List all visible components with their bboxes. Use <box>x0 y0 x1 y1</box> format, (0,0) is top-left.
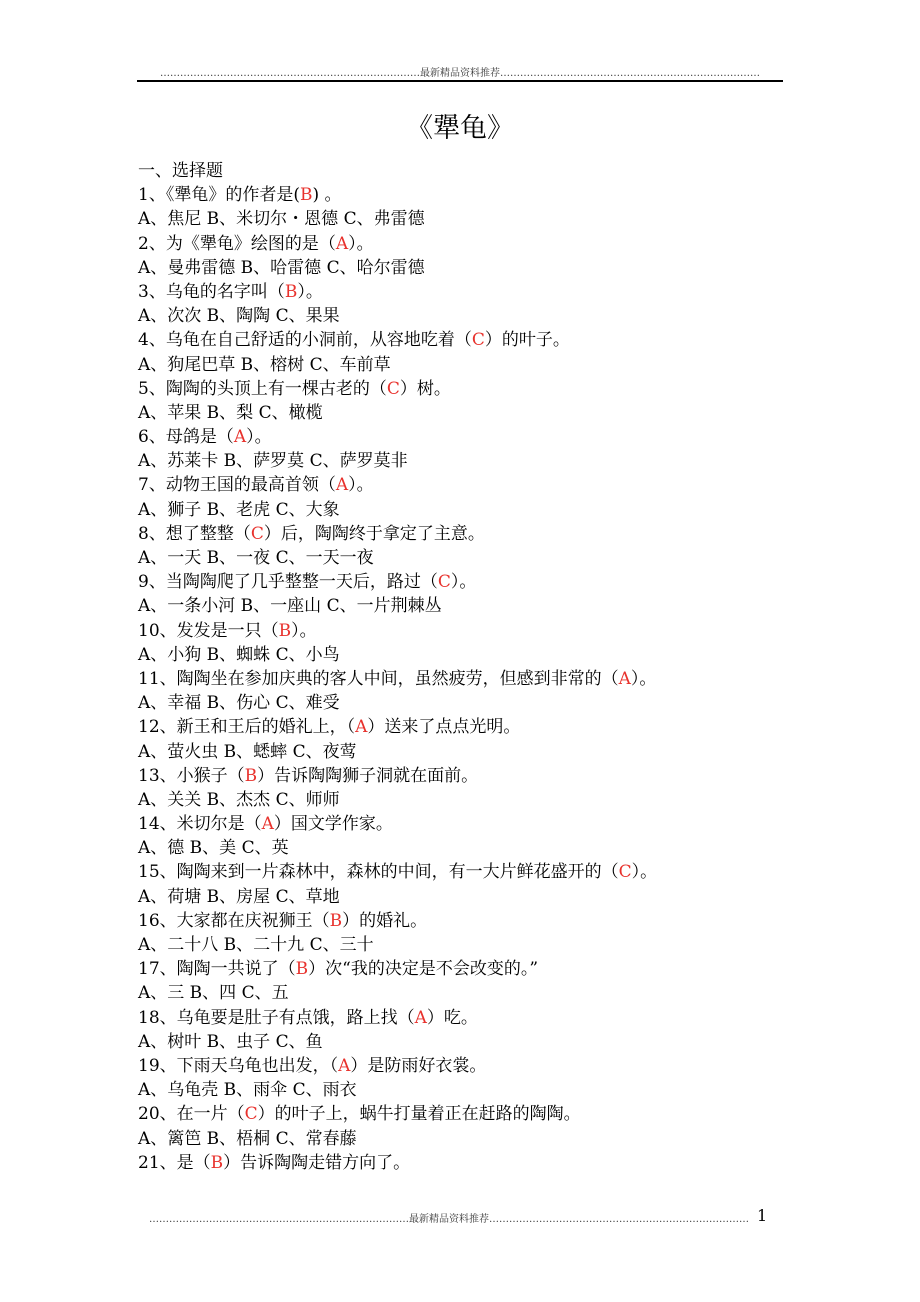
answer-options: A、焦尼 B、米切尔・恩德 C、弗雷德 <box>138 209 425 230</box>
header-text: ……………………………………………………………………最新精品资料推荐…………………………………………………………………… <box>160 68 760 79</box>
question-text-end: ）次“我的决定是不会改变的。” <box>308 959 539 980</box>
question-text: 2、为《犟龟》绘图的是（ <box>138 233 336 254</box>
answer-options: A、曼弗雷德 B、哈雷德 C、哈尔雷德 <box>138 257 425 278</box>
answer-letter: C <box>437 572 451 593</box>
question-text: 18、乌龟要是肚子有点饿，路上找（ <box>138 1007 415 1028</box>
question-stem <box>138 328 798 352</box>
question-text-end: ）告诉陶陶走错方向了。 <box>223 1152 411 1173</box>
answer-letter: C <box>471 330 485 351</box>
question-stem <box>138 1006 798 1030</box>
question-stem <box>138 1151 798 1175</box>
question-stem <box>138 183 798 207</box>
answer-letter: C <box>250 523 264 544</box>
question-text-end: ）后，陶陶终于拿定了主意。 <box>263 523 485 544</box>
answer-letter: C <box>386 378 400 399</box>
answer-letter: C <box>618 862 632 883</box>
question-text-end: ）告诉陶陶狮子洞就在面前。 <box>257 765 479 786</box>
question-stem <box>138 232 798 256</box>
answer-letter: A <box>233 427 247 448</box>
answer-options: A、萤火虫 B、蟋蟀 C、夜莺 <box>138 741 357 762</box>
question-stem <box>138 280 798 304</box>
question-text-end: ）。 <box>631 862 658 883</box>
question-stem <box>138 715 798 739</box>
question-list <box>138 183 798 1175</box>
answer-letter: B <box>284 281 298 302</box>
question-text-end: ）。 <box>246 427 272 448</box>
question-text-end: ）吃。 <box>426 1007 478 1028</box>
question-text: 3、乌龟的名字叫（ <box>138 281 285 302</box>
question-text: 12、新王和王后的婚礼上，（ <box>138 717 356 738</box>
answer-options: A、德 B、美 C、英 <box>138 838 289 859</box>
question-stem <box>138 860 798 884</box>
question-text-end: ）送来了点点光明。 <box>367 717 521 738</box>
answer-letter: A <box>335 475 349 496</box>
question-stem <box>138 377 798 401</box>
answer-options: A、苏莱卡 B、萨罗莫 C、萨罗莫非 <box>138 451 408 472</box>
question-text: 5、陶陶的头顶上有一棵古老的（ <box>138 378 387 399</box>
question-text: 11、陶陶坐在参加庆典的客人中间，虽然疲劳，但感到非常的（ <box>138 668 619 689</box>
question-text-end: ）。 <box>297 281 323 302</box>
question-text-end: ）是防雨好衣裳。 <box>350 1055 487 1076</box>
question-text-end: ）。 <box>291 620 317 641</box>
answer-options: A、小狗 B、蜘蛛 C、小鸟 <box>138 644 340 665</box>
answer-letter: B <box>295 959 309 980</box>
answer-options: A、狗尾巴草 B、榕树 C、车前草 <box>138 354 391 375</box>
answer-options: A、苹果 B、梨 C、橄榄 <box>138 402 323 423</box>
answer-letter: A <box>618 668 631 689</box>
question-stem <box>138 1054 798 1078</box>
answer-options: A、一天 B、一夜 C、一天一夜 <box>138 548 374 568</box>
answer-options: A、关关 B、杰杰 C、师师 <box>138 789 340 810</box>
question-text: 19、下雨天乌龟也出发，（ <box>138 1055 339 1076</box>
answer-options: A、次次 B、陶陶 C、果果 <box>138 306 340 327</box>
answer-options: A、荷塘 B、房屋 C、草地 <box>138 886 340 907</box>
question-text: 21、是（ <box>138 1152 211 1173</box>
answer-letter: A <box>335 233 349 254</box>
question-text-end: ）。 <box>630 668 657 689</box>
section-heading: 一、选择题 <box>138 161 223 181</box>
answer-letter: B <box>210 1152 224 1173</box>
question-text: 14、米切尔是（ <box>138 814 262 835</box>
answer-options: A、乌龟壳 B、雨伞 C、雨衣 <box>138 1080 357 1101</box>
question-stem <box>138 667 798 691</box>
page-footer <box>137 1210 761 1228</box>
question-text: 8、想了整整（ <box>138 523 251 544</box>
question-text: 17、陶陶一共说了（ <box>138 959 296 980</box>
question-text-end: ）。 <box>348 475 374 496</box>
answer-letter: C <box>244 1104 258 1125</box>
answer-letter: B <box>299 185 313 206</box>
question-text: 16、大家都在庆祝狮王（ <box>138 910 330 931</box>
answer-options: A、幸福 B、伤心 C、难受 <box>138 693 340 714</box>
answer-letter: A <box>338 1055 351 1076</box>
answer-options: A、篱笆 B、梧桐 C、常春藤 <box>138 1128 357 1149</box>
answer-options: A、树叶 B、虫子 C、鱼 <box>138 1031 323 1052</box>
page-header <box>137 62 783 82</box>
question-stem <box>138 764 798 788</box>
question-stem <box>138 425 798 449</box>
answer-options: A、狮子 B、老虎 C、大象 <box>138 499 340 520</box>
answer-options: A、三 B、四 C、五 <box>138 983 289 1004</box>
question-text-end: ）。 <box>348 233 374 254</box>
question-stem <box>138 619 798 643</box>
page-number: 1 <box>757 1206 768 1225</box>
question-stem <box>138 473 798 497</box>
answer-letter: A <box>355 717 368 738</box>
question-stem <box>138 1102 798 1126</box>
question-text-end: ）国文学作家。 <box>273 814 393 835</box>
question-stem <box>138 957 798 981</box>
answer-letter: A <box>414 1007 427 1028</box>
question-text: 10、发发是一只（ <box>138 620 279 641</box>
question-stem <box>138 909 798 933</box>
question-text: 13、小猴子（ <box>138 765 245 786</box>
answer-letter: B <box>244 765 258 786</box>
question-text: 20、在一片（ <box>138 1104 245 1125</box>
question-stem <box>138 522 798 546</box>
answer-letter: A <box>261 814 274 835</box>
question-text-end: ）。 <box>450 572 477 593</box>
question-text-end: ）的叶子。 <box>484 330 570 351</box>
question-text: 15、陶陶来到一片森林中，森林的中间，有一大片鲜花盛开的（ <box>138 862 619 883</box>
question-text-end: ）的叶子上，蜗牛打量着正在赶路的陶陶。 <box>257 1104 581 1125</box>
question-text: 4、乌龟在自己舒适的小洞前，从容地吃着（ <box>138 330 472 351</box>
question-text-end: ) 。 <box>312 185 342 206</box>
question-stem <box>138 570 798 594</box>
question-text: 1、《犟龟》的作者是( <box>138 185 300 206</box>
answer-letter: B <box>278 620 292 641</box>
question-stem <box>138 812 798 836</box>
page-title: 《犟龟》 <box>406 113 514 144</box>
question-text-end: ）树。 <box>399 378 451 399</box>
question-text: 6、母鸽是（ <box>138 427 234 448</box>
answer-letter: B <box>329 910 343 931</box>
footer-text: ……………………………………………………………………最新精品资料推荐…………………………………………………………………… <box>149 1214 749 1225</box>
question-text: 9、当陶陶爬了几乎整整一天后，路过（ <box>138 572 438 593</box>
answer-options: A、二十八 B、二十九 C、三十 <box>138 935 374 955</box>
question-text-end: ）的婚礼。 <box>342 910 428 931</box>
answer-options: A、一条小河 B、一座山 C、一片荆棘丛 <box>138 596 442 617</box>
question-text: 7、动物王国的最高首领（ <box>138 475 336 496</box>
document-body <box>138 159 798 1175</box>
